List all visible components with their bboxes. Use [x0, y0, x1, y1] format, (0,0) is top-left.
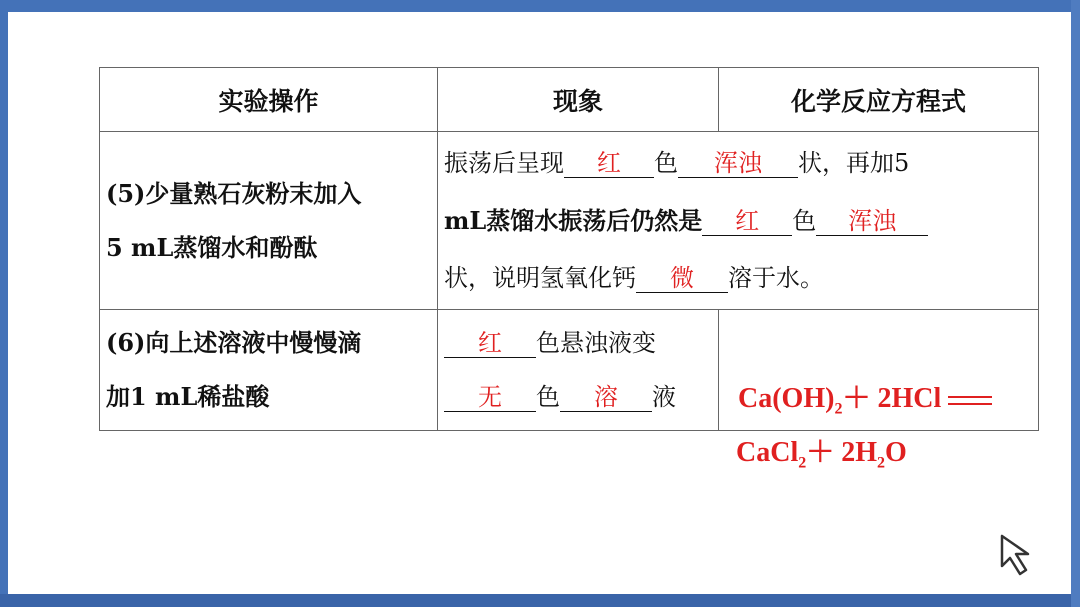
header-equation: 化学反应方程式 [719, 68, 1039, 132]
row6-text-3: 液 [652, 383, 676, 411]
answer-text: 红 [735, 206, 760, 235]
row5-text-2: 色 [654, 148, 678, 177]
row5-operation [100, 132, 438, 310]
row5-operation-line2: 5 mL蒸馏水和酚酞 [106, 232, 318, 262]
eq-lhs-plus: ＋ 2HCl [842, 383, 942, 414]
answer-text: 浑浊 [848, 206, 897, 235]
row5-operation-line1: (5)少量熟石灰粉末加入 [106, 178, 362, 208]
row6-operation-line2: 加1 mL稀盐酸 [106, 382, 270, 411]
equation-reactants [738, 376, 992, 419]
row6-operation [100, 310, 438, 431]
blank-answer [816, 207, 928, 236]
eq-rhs-prefix: CaCl [736, 437, 799, 468]
row6-text-2: 色 [536, 383, 560, 411]
equation-products [736, 430, 907, 473]
eq-rhs-suffix: O [885, 437, 907, 468]
answer-text: 无 [478, 383, 502, 411]
eq-lhs-prefix: Ca(OH) [738, 383, 835, 414]
cursor-arrow-icon[interactable] [998, 532, 1044, 578]
blank-answer [444, 329, 536, 358]
answer-text: 浑浊 [714, 148, 762, 177]
row6-operation-line1: (6)向上述溶液中慢慢滴 [106, 328, 362, 357]
table-row [100, 132, 1039, 310]
blank-answer [560, 383, 652, 412]
table-header-row [100, 68, 1039, 132]
row5-text-4: mL蒸馏水振荡后仍然是 [444, 205, 703, 235]
slide-frame-bottom [0, 594, 1080, 607]
row6-text-1: 色悬浊液变 [536, 329, 656, 357]
row6-phenomenon [438, 310, 719, 431]
blank-answer [444, 383, 536, 412]
blank-answer [678, 149, 798, 178]
slide-frame-top [0, 0, 1080, 12]
row5-text-6: 状，说明氢氧化钙 [444, 263, 636, 292]
slide-frame-right [1071, 0, 1080, 607]
row5-text-3: 状，再加5 [798, 148, 910, 177]
equation-equals-sign [948, 396, 992, 405]
row5-phenomenon [438, 132, 1039, 310]
answer-text: 红 [478, 329, 502, 357]
blank-answer [564, 149, 654, 178]
row5-text-5: 色 [792, 206, 817, 235]
header-phenomenon: 现象 [438, 68, 719, 132]
answer-text: 微 [670, 263, 694, 292]
eq-rhs-sub2: 2 [877, 454, 886, 472]
answer-text: 溶 [594, 383, 618, 411]
slide-frame-left [0, 0, 8, 607]
eq-rhs-sub: 2 [798, 454, 807, 472]
blank-answer [636, 264, 728, 293]
blank-answer [702, 207, 792, 236]
eq-rhs-mid: ＋ 2H [806, 437, 878, 468]
eq-lhs-sub: 2 [834, 400, 843, 418]
header-operation: 实验操作 [100, 68, 438, 132]
row5-text-1: 振荡后呈现 [444, 148, 564, 177]
answer-text: 红 [597, 148, 621, 177]
slide-canvas [8, 12, 1071, 594]
row5-text-7: 溶于水。 [728, 263, 824, 292]
